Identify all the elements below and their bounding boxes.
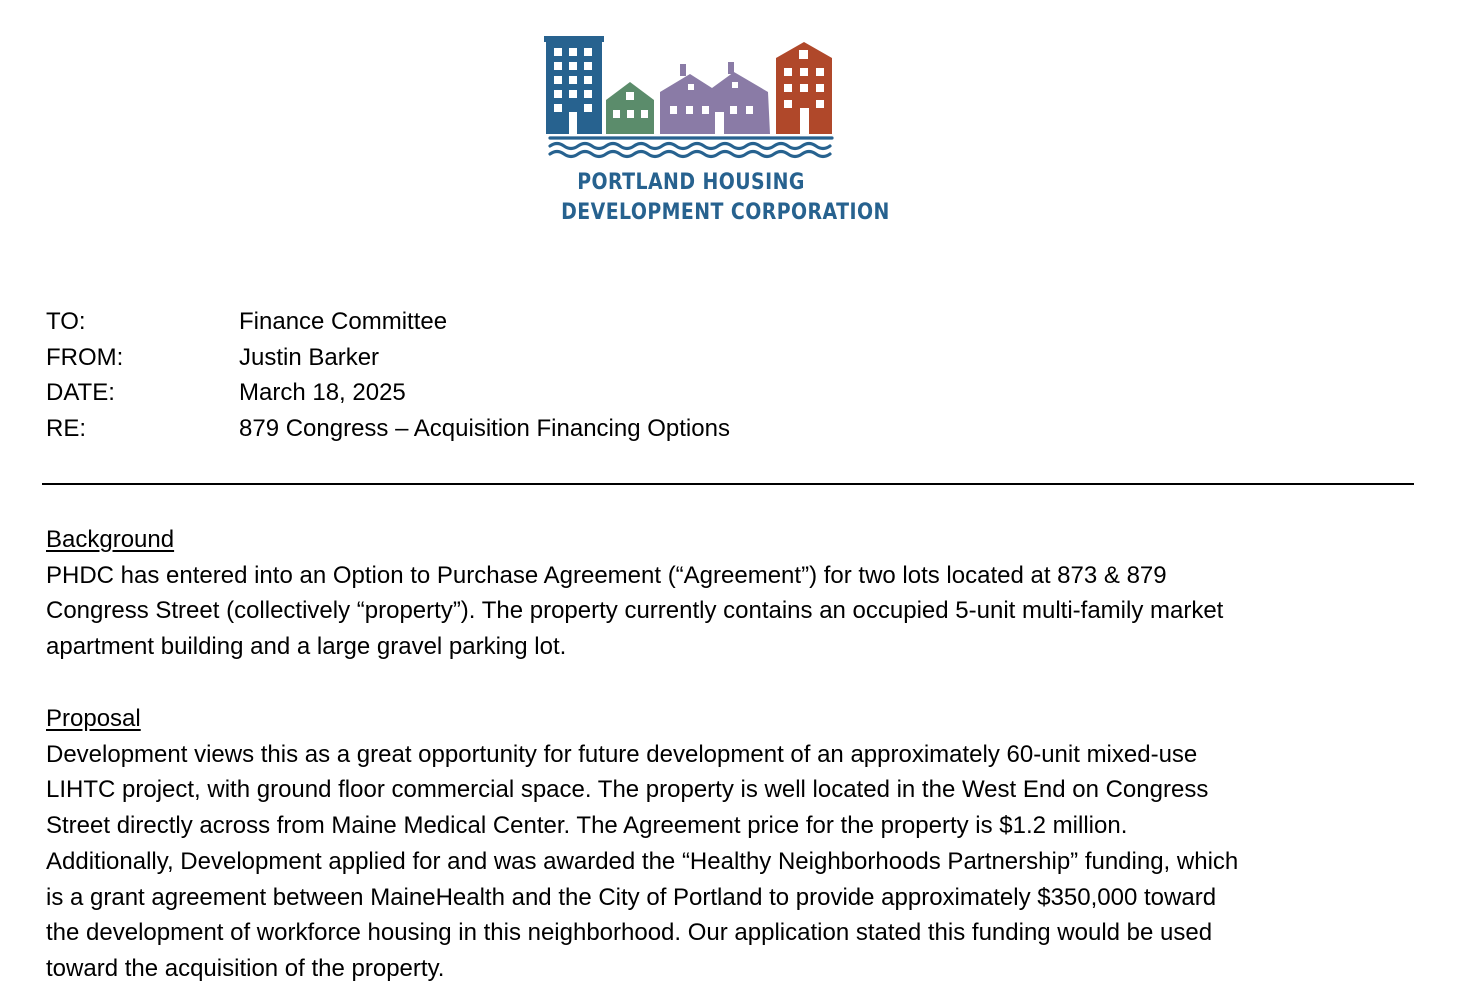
background-line: Congress Street (collectively “property”). The property currently contains an occupied 5-unit multi-family market (46, 597, 1224, 625)
memo-to-label: TO: (46, 308, 86, 335)
logo-wordmark-line1: PORTLAND HOUSING (577, 170, 805, 195)
water-waves (550, 138, 832, 157)
memo-to-value: Finance Committee (239, 308, 448, 335)
memo-header (46, 304, 730, 447)
memo-re-label: RE: (46, 415, 87, 443)
proposal-line: is a grant agreement between MaineHealth and the City of Portland to provide approximately $350,000 toward (46, 883, 1217, 911)
proposal-section (46, 701, 1426, 987)
proposal-line: toward the acquisition of the property. (46, 954, 445, 982)
header-divider (42, 483, 1414, 485)
proposal-line: LIHTC project, with ground floor commercial space. The property is well located in the West End on Congress (46, 776, 1209, 804)
proposal-line: Development views this as a great opportunity for future development of an approximately 60-unit mixed-use (46, 740, 1198, 768)
green-house (606, 82, 654, 134)
orange-house (776, 42, 832, 134)
proposal-heading: Proposal (46, 705, 141, 732)
background-line: PHDC has entered into an Option to Purchase Agreement (“Agreement”) for two lots located at 873 & 879 (46, 561, 1167, 589)
purple-building (660, 62, 770, 134)
memo-date-value: March 18, 2025 (239, 379, 406, 407)
proposal-line: Street directly across from Maine Medical Center. The Agreement price for the property is $1.2 million. (46, 812, 1128, 840)
memo-date-label: DATE: (46, 379, 115, 407)
memo-to-row (46, 304, 730, 340)
memo-date-row (46, 375, 730, 411)
proposal-line: the development of workforce housing in this neighborhood. Our application stated this funding would be used (46, 919, 1213, 947)
buildings-logo-graphic (540, 32, 842, 168)
blue-tower (544, 36, 604, 134)
proposal-line: Additionally, Development applied for and was awarded the “Healthy Neighborhoods Partnership” funding, which (46, 847, 1239, 875)
background-line: apartment building and a large gravel parking lot. (46, 633, 567, 661)
pdhc-logo (540, 32, 890, 232)
memo-from-row (46, 340, 730, 376)
memo-re-value: 879 Congress – Acquisition Financing Options (239, 415, 730, 443)
background-section (46, 522, 1426, 665)
memo-from-value: Justin Barker (239, 343, 380, 371)
memo-re-row (46, 411, 730, 447)
memo-from-label: FROM: (46, 343, 124, 371)
logo-wordmark-line2: DEVELOPMENT CORPORATION (561, 200, 890, 225)
background-heading: Background (46, 526, 175, 553)
